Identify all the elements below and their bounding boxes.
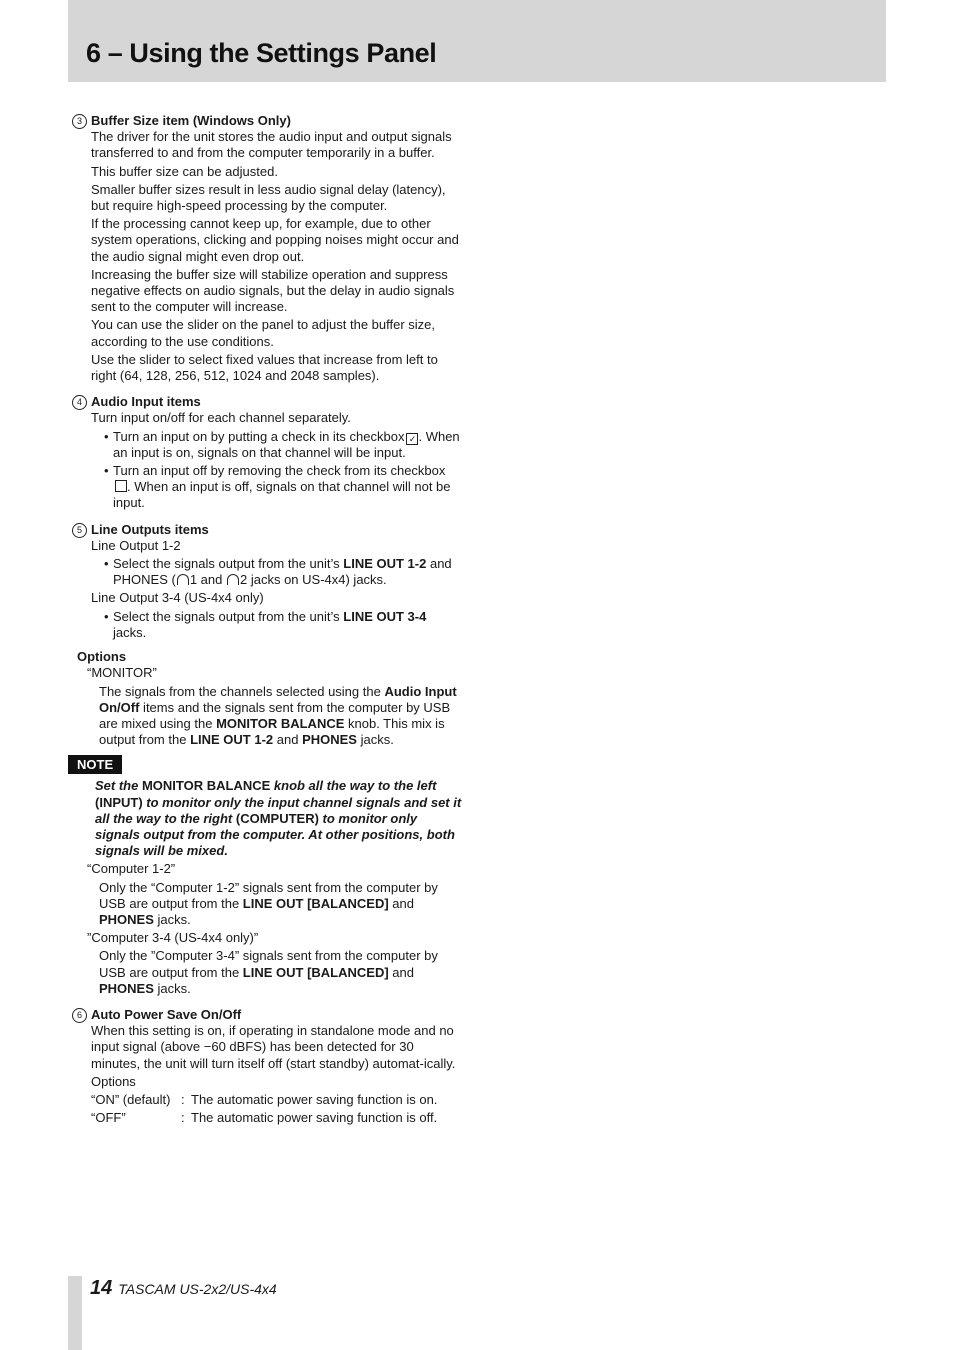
paragraph: When this setting is on, if operating in standalone mode and no input signal (above −60 dBFS) has been detected for 30 minutes, the unit will turn itself off (start standby) automat-ically.: [91, 1023, 456, 1071]
section-title: [72, 522, 462, 538]
option-key: “ON” (default): [91, 1091, 171, 1107]
options-label: Options: [77, 649, 127, 665]
item-number-badge: 4: [72, 395, 87, 410]
note-italic: to monitor only the input channel signals and set it all the way to the right: [95, 794, 462, 826]
desc-text: and: [388, 895, 414, 911]
bullet-text: . When an input is off, signals on that channel will not be input.: [113, 479, 451, 511]
option-value: The automatic power saving function is off.: [191, 1109, 438, 1125]
bullet-text: Select the signals output from the unit’s: [113, 556, 344, 572]
headphones-icon: [227, 574, 239, 585]
note-box: [72, 755, 462, 859]
desc-text: and: [273, 732, 303, 748]
item-number-badge: 5: [72, 523, 87, 538]
main-column: [72, 113, 462, 1128]
bullet-text: . When an input is on, signals on that channel will be input.: [113, 428, 460, 460]
bullet-item: [72, 429, 462, 461]
option-monitor-label: “MONITOR”: [87, 665, 157, 681]
option-computer12-label: “Computer 1-2”: [87, 861, 176, 877]
section-title: [72, 1007, 462, 1023]
paragraph: If the processing cannot keep up, for example, due to other system operations, clicking and popping noises might occur and the audio signal might even drop out.: [91, 216, 459, 264]
desc-text: knob. This mix is output from the: [99, 715, 445, 748]
page-title: 6 – Using the Settings Panel: [86, 38, 437, 68]
paragraph: The driver for the unit stores the audio input and output signals transferred to and from the computer temporarily in a buffer.: [91, 129, 452, 161]
page-footer: [90, 1276, 277, 1302]
section-title: [72, 113, 462, 129]
section-title-text: Line Outputs items: [91, 521, 209, 537]
desc-bold: LINE OUT [BALANCED]: [242, 964, 389, 980]
option-computer34-desc: [72, 948, 462, 997]
desc-bold: PHONES: [99, 911, 154, 927]
desc-bold: Audio Input On/Off: [99, 683, 457, 715]
chapter-header: [68, 0, 886, 82]
note-label: NOTE: [68, 755, 122, 774]
paragraph: Smaller buffer sizes result in less audio signal delay (latency), but require high-speed processing by the computer.: [91, 181, 446, 214]
item-number-badge: 6: [72, 1008, 87, 1023]
desc-bold: LINE OUT 1-2: [190, 732, 274, 748]
note-bold: (COMPUTER): [235, 810, 319, 826]
options-label: Options: [91, 1073, 136, 1089]
section-buffer-size: [72, 113, 462, 384]
bullet-text: Turn an input on by putting a check in its checkbox: [113, 428, 405, 444]
headphones-icon: [177, 574, 189, 585]
section-line-outputs: [72, 522, 462, 997]
desc-bold: MONITOR BALANCE: [216, 715, 345, 731]
desc-text: jacks.: [153, 980, 191, 996]
bullet-bold: LINE OUT 3-4: [343, 608, 427, 624]
note-italic: knob all the way to the left: [270, 778, 437, 794]
bullet-text: Select the signals output from the unit’s: [113, 608, 344, 624]
option-row-on: [72, 1092, 462, 1110]
bullet-item: [72, 609, 462, 641]
paragraph: Increasing the buffer size will stabilize operation and suppress negative effects on audio signals, but the delay in audio signals sent to the computer will increase.: [91, 266, 455, 315]
desc-bold: PHONES: [99, 980, 154, 996]
option-colon: :: [181, 1091, 185, 1107]
section-auto-power-save: [72, 1007, 462, 1128]
bullet-text: 2 jacks on US-4x4) jacks.: [240, 572, 387, 588]
checked-checkbox-icon: ✓: [406, 433, 418, 445]
page-number: 14: [90, 1277, 113, 1299]
paragraph: Turn input on/off for each channel separately.: [91, 410, 351, 426]
option-computer12-desc: [72, 880, 462, 929]
option-monitor-desc: [72, 684, 462, 749]
option-colon: :: [181, 1109, 185, 1125]
bullet-item: [72, 556, 462, 588]
desc-text: Only the ”Computer 3-4” signals sent from the computer by USB are output from the: [99, 948, 438, 980]
section-title-text: Buffer Size item (Windows Only): [91, 113, 291, 128]
option-value: The automatic power saving function is on.: [191, 1091, 438, 1107]
desc-bold: LINE OUT [BALANCED]: [242, 895, 389, 911]
item-number-badge: 3: [72, 114, 87, 129]
footer-bar: [68, 1276, 82, 1350]
paragraph: You can use the slider on the panel to adjust the buffer size, according to the use conditions.: [91, 317, 436, 349]
bullet-text: Turn an input off by removing the check from its checkbox: [113, 463, 446, 479]
subheading: Line Output 3-4 (US-4x4 only): [91, 590, 264, 606]
bullet-text: jacks.: [113, 624, 147, 640]
option-key: “OFF”: [91, 1109, 126, 1125]
note-bold: (INPUT): [95, 794, 143, 810]
bullet-text: 1 and: [189, 572, 226, 588]
subheading: Line Output 1-2: [91, 537, 181, 553]
note-bold: MONITOR BALANCE: [141, 778, 271, 794]
desc-text: and: [388, 964, 414, 980]
paragraph: Use the slider to select fixed values that increase from left to right (64, 128, 256, 512, 1024 and 2048 samples).: [91, 351, 438, 384]
desc-text: Only the “Computer 1-2” signals sent from the computer by USB are output from the: [99, 879, 438, 911]
desc-text: jacks.: [153, 911, 191, 927]
bullet-text: and PHONES (: [113, 556, 452, 588]
section-audio-input: [72, 394, 462, 511]
note-text: [72, 778, 462, 859]
desc-text: The signals from the channels selected using the: [99, 683, 385, 699]
desc-text: items and the signals sent from the computer by USB are mixed using the: [99, 699, 451, 731]
desc-bold: PHONES: [302, 732, 357, 748]
option-row-off: [72, 1110, 462, 1128]
section-title-text: Audio Input items: [91, 394, 201, 410]
note-italic: Set the: [95, 778, 142, 794]
unchecked-checkbox-icon: [115, 480, 127, 492]
note-italic: to monitor only signals output from the computer. At other positions, both signals will be mixed.: [95, 810, 455, 859]
section-title-text: Auto Power Save On/Off: [91, 1006, 242, 1022]
bullet-bold: LINE OUT 1-2: [343, 556, 427, 572]
bullet-item: [72, 463, 462, 512]
footer-title: TASCAM US-2x2/US-4x4: [118, 1281, 277, 1297]
section-title: [72, 394, 462, 410]
desc-text: jacks.: [356, 732, 394, 748]
paragraph: This buffer size can be adjusted.: [91, 163, 278, 179]
option-computer34-label: ”Computer 3-4 (US-4x4 only)”: [87, 930, 259, 946]
